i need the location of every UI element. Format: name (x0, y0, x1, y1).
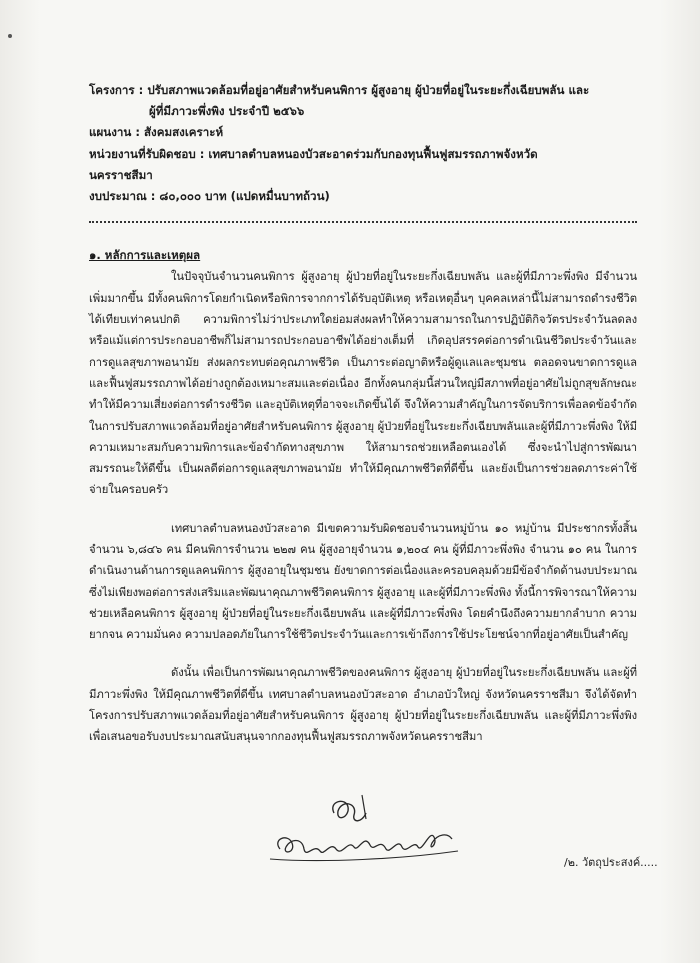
paragraph-conclusion: ดังนั้น เพื่อเป็นการพัฒนาคุณภาพชีวิตของคนพิการ ผู้สูงอายุ ผู้ป่วยที่อยู่ในระยะกึ่งเฉียบพลัน และผู้ที่มีภาวะพึ่งพิง ให้มีคุณภาพชีวิตที่ดีขึ้น เทศบาลตำบลหนองบัวสะอาด อำเภอบัวใหญ่ จังหวัดนครราชสีมา จึงได้จัดทำโครงการปรับสภาพแวดล้อมที่อยู่อาศัยสำหรับคนพิการ ผู้สูงอายุ ผู้ป่วยที่อยู่ในระยะกึ่งเฉียบพลัน และผู้ที่มีภาวะพึ่งพิง เพื่อเสนอขอรับงบประมาณสนับสนุนจากกองทุนฟื้นฟูสมรรถภาพจังหวัดนครราชสีมา (89, 666, 637, 744)
project-label: โครงการ : (89, 83, 144, 97)
budget-value: ๘๐,๐๐๐ บาท (แปดหมื่นบาทถ้วน) (159, 189, 330, 204)
project-title: ปรับสภาพแวดล้อมที่อยู่อาศัยสำหรับคนพิการ ผู้สูงอายุ ผู้ป่วยที่อยู่ในระยะกึ่งเฉียบพลัน และ (147, 83, 590, 97)
handwritten-signature (262, 793, 462, 883)
agency-value-cont: นครราชสีมา (89, 167, 153, 182)
agency-label: หน่วยงานที่รับผิดชอบ : (89, 146, 205, 161)
agency-row (89, 144, 637, 165)
document-body (89, 80, 637, 748)
paragraph-statistics: เทศบาลตำบลหนองบัวสะอาด มีเขตความรับผิดชอบจำนวนหมู่บ้าน ๑๐ หมู่บ้าน มีประชากรทั้งสิ้นจำนวน ๖,๘๔๖ คน มีคนพิการจำนวน ๒๒๗ คน ผู้สูงอายุจำนวน ๑,๒๐๔ คน ผู้ที่มีภาวะพึ่งพิง จำนวน ๑๐ คน ในการดำเนินงานด้านการดูแลคนพิการ ผู้สูงอายุในชุมชน ยังขาดการต่อเนื่องและครอบคลุมด้วยมีข้อจำกัดด้านงบประมาณซึ่งไม่เพียงพอต่อการส่งเสริมและพัฒนาคุณภาพชีวิตคนพิการ ผู้สูงอายุ และผู้ที่มีภาวะพึ่งพิง ทั้งนี้การพิจารณาให้ความช่วยเหลือคนพิการ ผู้สูงอายุ ผู้ป่วยที่อยู่ในระยะกึ่งเฉียบพลัน และผู้ที่มีภาวะพึ่งพิง โดยคำนึงถึงความยากลำบาก ความยากจน ความมั่นคง ความปลอดภัยในการใช้ชีวิตประจำวันและการเข้าถึงการใช้ประโยชน์จากที่อยู่อาศัยเป็นสำคัญ (89, 521, 637, 642)
continuation-note: /๒. วัตถุประสงค์..... (564, 856, 658, 869)
agency-value: เทศบาลตำบลหนองบัวสะอาดร่วมกับกองทุนฟื้นฟูสมรรถภาพจังหวัด (208, 146, 538, 161)
scan-speck (8, 34, 12, 38)
plan-value: สังคมสงเคราะห์ (143, 125, 224, 140)
budget-label: งบประมาณ : (89, 189, 156, 204)
budget-row (89, 186, 637, 207)
dotted-divider (89, 211, 637, 223)
project-title-cont: ผู้ที่มีภาวะพึ่งพิง ประจำปี ๒๕๖๖ (149, 104, 305, 119)
plan-label: แผนงาน : (89, 125, 140, 140)
section-heading: ๑. หลักการและเหตุผล (89, 248, 201, 263)
paragraph-rationale: ในปัจจุบันจำนวนคนพิการ ผู้สูงอายุ ผู้ป่วยที่อยู่ในระยะกึ่งเฉียบพลัน และผู้ที่มีภาวะพึ่งพิง มีจำนวนเพิ่มมากขึ้น มีทั้งคนพิการโดยกำเนิดหรือพิการจากการได้รับอุบัติเหตุ หรือเหตุอื่นๆ บุคคลเหล่านี้ไม่สามารถดำรงชีวิตได้เทียบเท่าคนปกติ ความพิการไม่ว่าประเภทใดย่อมส่งผลทำให้ความสามารถในการปฏิบัติกิจวัตรประจำวันลดลง หรือแม้แต่การประกอบอาชีพก็ไม่สามารถประกอบอาชีพได้อย่างเต็มที่ เกิดอุปสรรคต่อการดำเนินชีวิตประจำวันและการดูแลสุขภาพอนามัย ส่งผลกระทบต่อคุณภาพชีวิต เป็นภาระต่อญาติหรือผู้ดูแลและชุมชน ตลอดจนขาดการดูแลและฟื้นฟูสมรรถภาพได้อย่างถูกต้องเหมาะสมและต่อเนื่อง อีกทั้งคนกลุ่มนี้ส่วนใหญ่มีสภาพที่อยู่อาศัยไม่ถูกสุขลักษณะ ทำให้มีความเสี่ยงต่อการดำรงชีวิต และอุบัติเหตุที่อาจจะเกิดขึ้นได้ จึงให้ความสำคัญในการจัดบริการเพื่อลดข้อจำกัดในการปรับสภาพแวดล้อมที่อยู่อาศัยสำหรับคนพิการ ผู้สูงอายุ ผู้ป่วยที่อยู่ในระยะกึ่งเฉียบพลันและผู้ที่มีภาวะพึ่งพิง ให้มีความเหมาะสมกับความพิการและข้อจำกัดทางสุขภาพ ให้สามารถช่วยเหลือตนเองได้ ซึ่งจะนำไปสู่การพัฒนาสมรรถนะให้ดีขึ้น เป็นผลดีต่อการดูแลสุขภาพอนามัย ทำให้มีคุณภาพชีวิตที่ดีขึ้น และยังเป็นการช่วยลดภาระค่าใช้จ่ายในครอบครัว (89, 270, 637, 497)
project-row (89, 80, 637, 101)
plan-row (89, 122, 637, 143)
